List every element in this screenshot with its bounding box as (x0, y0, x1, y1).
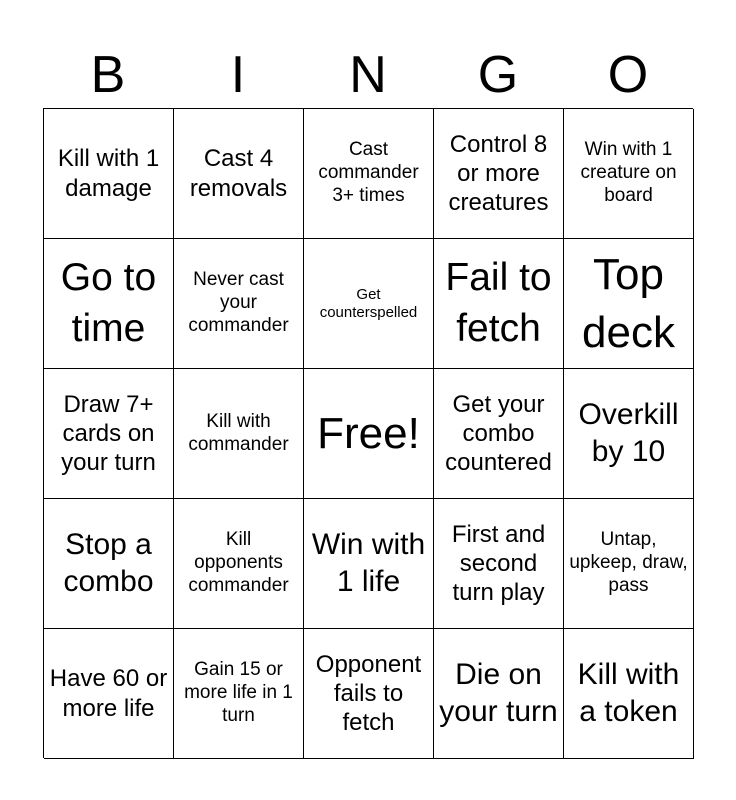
cell-label: Get counterspelled (319, 285, 418, 321)
bingo-header (43, 40, 693, 110)
bingo-cell[interactable] (304, 239, 434, 369)
bingo-cell[interactable] (44, 109, 174, 239)
cell-label: First and second turn play (451, 520, 546, 607)
bingo-cell[interactable] (434, 629, 564, 759)
cell-label: Cast 4 removals (189, 145, 288, 202)
bingo-free-space[interactable] (304, 369, 434, 499)
cell-label: Kill with commander (188, 410, 289, 455)
header-letter-n: N (349, 46, 387, 104)
bingo-cell[interactable] (174, 239, 304, 369)
cell-label: Win with 1 life (311, 527, 426, 598)
bingo-cell[interactable] (564, 369, 694, 499)
bingo-cell[interactable] (44, 369, 174, 499)
cell-label: Have 60 or more life (49, 665, 168, 722)
bingo-cell[interactable] (564, 239, 694, 369)
cell-label: Kill with a token (577, 657, 680, 728)
bingo-cell[interactable] (44, 629, 174, 759)
bingo-cell[interactable] (434, 239, 564, 369)
header-letter-b: B (90, 46, 126, 104)
bingo-cell[interactable] (44, 499, 174, 629)
bingo-cell[interactable] (304, 109, 434, 239)
header-letter-i: I (230, 46, 246, 104)
bingo-cell[interactable] (174, 629, 304, 759)
bingo-cell[interactable] (44, 239, 174, 369)
cell-label: Kill opponents commander (188, 529, 289, 596)
cell-label: Fail to fetch (445, 255, 552, 350)
bingo-card-grid (43, 108, 693, 758)
bingo-cell[interactable] (434, 109, 564, 239)
bingo-cell[interactable] (304, 629, 434, 759)
cell-label: Stop a combo (63, 527, 154, 598)
bingo-cell[interactable] (304, 499, 434, 629)
header-letter-o: O (607, 46, 649, 104)
cell-label: Gain 15 or more life in 1 turn (184, 659, 293, 726)
bingo-cell[interactable] (434, 499, 564, 629)
cell-label: Cast commander 3+ times (318, 139, 419, 206)
cell-label: Win with 1 creature on board (580, 139, 677, 206)
cell-label: Draw 7+ cards on your turn (61, 390, 156, 477)
cell-label: Control 8 or more creatures (448, 130, 549, 217)
bingo-cell[interactable] (564, 499, 694, 629)
cell-label: Top deck (582, 250, 675, 357)
cell-label: Untap, upkeep, draw, pass (569, 529, 688, 596)
cell-label: Kill with 1 damage (57, 145, 160, 202)
bingo-cell[interactable] (174, 499, 304, 629)
cell-label: Overkill by 10 (578, 397, 679, 468)
cell-label: Get your combo countered (445, 390, 552, 477)
bingo-cell[interactable] (174, 369, 304, 499)
cell-label: Die on your turn (439, 657, 558, 728)
bingo-cell[interactable] (174, 109, 304, 239)
bingo-cell[interactable] (564, 109, 694, 239)
bingo-cell[interactable] (564, 629, 694, 759)
cell-label: Never cast your commander (188, 269, 289, 336)
bingo-cell[interactable] (434, 369, 564, 499)
cell-label: Opponent fails to fetch (315, 650, 422, 737)
free-space-label: Free! (317, 408, 420, 458)
header-letter-g: G (477, 46, 519, 104)
cell-label: Go to time (60, 255, 157, 350)
